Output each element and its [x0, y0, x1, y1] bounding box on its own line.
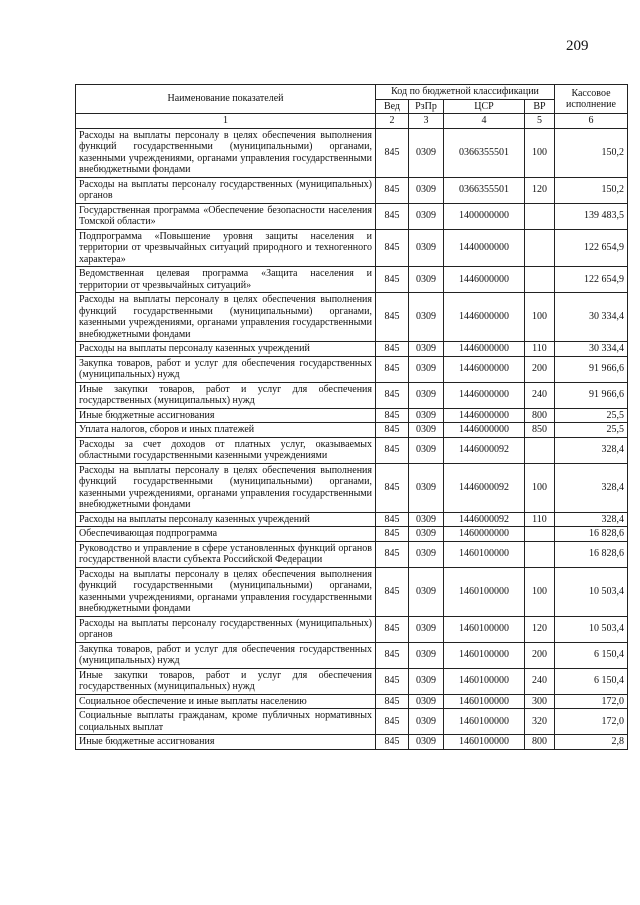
row-name-cell: Расходы за счет доходов от платных услуг, оказываемых областными государственными казенными учреждениями: [76, 437, 376, 463]
table-row: [76, 463, 628, 512]
row-vr-cell: 300: [525, 694, 555, 709]
row-amount-cell: 122 654,9: [555, 229, 628, 267]
row-csr-cell: 1440000000: [444, 229, 525, 267]
row-vr-cell: [525, 541, 555, 567]
row-csr-cell: 1460100000: [444, 567, 525, 616]
table-row: [76, 668, 628, 694]
row-amount-cell: 25,5: [555, 423, 628, 438]
row-name-cell: Иные закупки товаров, работ и услуг для обеспечения государственных (муниципальных) нужд: [76, 382, 376, 408]
row-rzpr-cell: 0309: [409, 229, 444, 267]
table-row: [76, 512, 628, 527]
row-ved-cell: 845: [376, 668, 409, 694]
row-csr-cell: 1446000000: [444, 267, 525, 293]
row-name-cell: Иные закупки товаров, работ и услуг для обеспечения государственных (муниципальных) нужд: [76, 668, 376, 694]
row-csr-cell: 1460100000: [444, 642, 525, 668]
row-amount-cell: 172,0: [555, 694, 628, 709]
row-ved-cell: 845: [376, 229, 409, 267]
row-vr-cell: 240: [525, 668, 555, 694]
row-name-cell: Иные бюджетные ассигнования: [76, 735, 376, 750]
row-name-cell: Закупка товаров, работ и услуг для обеспечения государственных (муниципальных) нужд: [76, 642, 376, 668]
row-csr-cell: 1460100000: [444, 735, 525, 750]
table-row: [76, 437, 628, 463]
header-vr: ВР: [525, 99, 555, 114]
row-name-cell: Подпрограмма «Повышение уровня защиты населения и территории от чрезвычайных ситуаций природного и техногенного характера»: [76, 229, 376, 267]
row-csr-cell: 1446000000: [444, 382, 525, 408]
row-name-cell: Закупка товаров, работ и услуг для обеспечения государственных (муниципальных) нужд: [76, 356, 376, 382]
row-vr-cell: 110: [525, 342, 555, 357]
table-row: [76, 735, 628, 750]
page-number: 209: [566, 38, 589, 54]
column-number: 1: [76, 114, 376, 129]
row-vr-cell: 110: [525, 512, 555, 527]
row-name-cell: Расходы на выплаты персоналу казенных учреждений: [76, 342, 376, 357]
row-csr-cell: 1446000000: [444, 342, 525, 357]
table-row: [76, 177, 628, 203]
table-row: [76, 342, 628, 357]
row-csr-cell: 1446000092: [444, 437, 525, 463]
row-name-cell: Расходы на выплаты персоналу в целях обеспечения выполнения функций государственными (муниципальными) органами, казенными учреждениями, органами управления государственными внебюджетными фондами: [76, 128, 376, 177]
row-csr-cell: 0366355501: [444, 128, 525, 177]
header-csr: ЦСР: [444, 99, 525, 114]
row-name-cell: Расходы на выплаты персоналу в целях обеспечения выполнения функций государственными (муниципальными) органами, казенными учреждениями, органами управления государственными внебюджетными фондами: [76, 293, 376, 342]
row-csr-cell: 1446000000: [444, 356, 525, 382]
row-vr-cell: 200: [525, 356, 555, 382]
header-rzpr: РзПр: [409, 99, 444, 114]
row-amount-cell: 10 503,4: [555, 567, 628, 616]
row-rzpr-cell: 0309: [409, 203, 444, 229]
row-ved-cell: 845: [376, 203, 409, 229]
row-csr-cell: 0366355501: [444, 177, 525, 203]
row-amount-cell: 328,4: [555, 512, 628, 527]
row-vr-cell: [525, 267, 555, 293]
row-vr-cell: 120: [525, 177, 555, 203]
row-name-cell: Государственная программа «Обеспечение безопасности населения Томской области»: [76, 203, 376, 229]
row-amount-cell: 139 483,5: [555, 203, 628, 229]
row-rzpr-cell: 0309: [409, 735, 444, 750]
row-amount-cell: 6 150,4: [555, 668, 628, 694]
row-name-cell: Обеспечивающая подпрограмма: [76, 527, 376, 542]
row-amount-cell: 2,8: [555, 735, 628, 750]
row-vr-cell: [525, 437, 555, 463]
row-amount-cell: 16 828,6: [555, 541, 628, 567]
row-rzpr-cell: 0309: [409, 342, 444, 357]
row-rzpr-cell: 0309: [409, 128, 444, 177]
row-name-cell: Расходы на выплаты персоналу в целях обеспечения выполнения функций государственными (муниципальными) органами, казенными учреждениями, органами управления государственными внебюджетными фондами: [76, 567, 376, 616]
row-ved-cell: 845: [376, 527, 409, 542]
row-rzpr-cell: 0309: [409, 463, 444, 512]
row-ved-cell: 845: [376, 463, 409, 512]
header-amount: Кассовое исполнение: [555, 85, 628, 114]
table-row: [76, 527, 628, 542]
row-rzpr-cell: 0309: [409, 527, 444, 542]
header-ved: Вед: [376, 99, 409, 114]
row-rzpr-cell: 0309: [409, 408, 444, 423]
column-numbers-row: [76, 114, 628, 129]
row-csr-cell: 1446000000: [444, 408, 525, 423]
row-amount-cell: 122 654,9: [555, 267, 628, 293]
table-header: [76, 85, 628, 129]
row-ved-cell: 845: [376, 437, 409, 463]
row-name-cell: Ведомственная целевая программа «Защита населения и территории от чрезвычайных ситуаций»: [76, 267, 376, 293]
table-row: [76, 203, 628, 229]
row-rzpr-cell: 0309: [409, 668, 444, 694]
row-csr-cell: 1460100000: [444, 709, 525, 735]
row-vr-cell: [525, 527, 555, 542]
table-row: [76, 128, 628, 177]
row-amount-cell: 91 966,6: [555, 356, 628, 382]
row-vr-cell: 100: [525, 463, 555, 512]
table-row: [76, 541, 628, 567]
row-ved-cell: 845: [376, 512, 409, 527]
row-rzpr-cell: 0309: [409, 423, 444, 438]
row-rzpr-cell: 0309: [409, 567, 444, 616]
row-vr-cell: 120: [525, 616, 555, 642]
table-row: [76, 382, 628, 408]
table-row: [76, 267, 628, 293]
row-rzpr-cell: 0309: [409, 267, 444, 293]
row-name-cell: Руководство и управление в сфере установленных функций органов государственной власти субъекта Российской Федерации: [76, 541, 376, 567]
row-csr-cell: 1446000092: [444, 512, 525, 527]
row-ved-cell: 845: [376, 342, 409, 357]
row-name-cell: Социальные выплаты гражданам, кроме публичных нормативных социальных выплат: [76, 709, 376, 735]
row-amount-cell: 328,4: [555, 437, 628, 463]
row-name-cell: Социальное обеспечение и иные выплаты населению: [76, 694, 376, 709]
row-rzpr-cell: 0309: [409, 512, 444, 527]
row-vr-cell: 850: [525, 423, 555, 438]
row-csr-cell: 1460000000: [444, 527, 525, 542]
table-row: [76, 642, 628, 668]
row-amount-cell: 16 828,6: [555, 527, 628, 542]
row-vr-cell: 100: [525, 128, 555, 177]
column-number: 5: [525, 114, 555, 129]
row-amount-cell: 10 503,4: [555, 616, 628, 642]
row-amount-cell: 30 334,4: [555, 342, 628, 357]
row-vr-cell: 100: [525, 293, 555, 342]
row-ved-cell: 845: [376, 694, 409, 709]
row-csr-cell: 1460100000: [444, 668, 525, 694]
budget-table: [75, 84, 628, 750]
row-name-cell: Иные бюджетные ассигнования: [76, 408, 376, 423]
row-csr-cell: 1446000000: [444, 423, 525, 438]
row-rzpr-cell: 0309: [409, 293, 444, 342]
row-csr-cell: 1460100000: [444, 541, 525, 567]
row-rzpr-cell: 0309: [409, 382, 444, 408]
row-rzpr-cell: 0309: [409, 437, 444, 463]
row-ved-cell: 845: [376, 382, 409, 408]
row-vr-cell: 800: [525, 735, 555, 750]
row-ved-cell: 845: [376, 735, 409, 750]
row-ved-cell: 845: [376, 423, 409, 438]
row-amount-cell: 91 966,6: [555, 382, 628, 408]
row-ved-cell: 845: [376, 709, 409, 735]
row-vr-cell: [525, 229, 555, 267]
table-row: [76, 356, 628, 382]
row-rzpr-cell: 0309: [409, 356, 444, 382]
table-row: [76, 694, 628, 709]
row-ved-cell: 845: [376, 408, 409, 423]
row-amount-cell: 172,0: [555, 709, 628, 735]
row-name-cell: Расходы на выплаты персоналу в целях обеспечения выполнения функций государственными (муниципальными) органами, казенными учреждениями, органами управления государственными внебюджетными фондами: [76, 463, 376, 512]
header-code-group: Код по бюджетной классификации: [376, 85, 555, 100]
row-csr-cell: 1460100000: [444, 616, 525, 642]
row-rzpr-cell: 0309: [409, 709, 444, 735]
row-ved-cell: 845: [376, 128, 409, 177]
row-rzpr-cell: 0309: [409, 694, 444, 709]
row-csr-cell: 1446000000: [444, 293, 525, 342]
column-number: 4: [444, 114, 525, 129]
row-vr-cell: 240: [525, 382, 555, 408]
row-amount-cell: 25,5: [555, 408, 628, 423]
row-vr-cell: 200: [525, 642, 555, 668]
column-number: 3: [409, 114, 444, 129]
row-ved-cell: 845: [376, 616, 409, 642]
row-vr-cell: 100: [525, 567, 555, 616]
row-ved-cell: 845: [376, 567, 409, 616]
row-amount-cell: 30 334,4: [555, 293, 628, 342]
row-vr-cell: [525, 203, 555, 229]
row-ved-cell: 845: [376, 541, 409, 567]
row-name-cell: Уплата налогов, сборов и иных платежей: [76, 423, 376, 438]
row-ved-cell: 845: [376, 267, 409, 293]
row-csr-cell: 1460100000: [444, 694, 525, 709]
row-ved-cell: 845: [376, 642, 409, 668]
table-row: [76, 229, 628, 267]
table-body: [76, 128, 628, 749]
row-name-cell: Расходы на выплаты персоналу государственных (муниципальных) органов: [76, 616, 376, 642]
row-csr-cell: 1400000000: [444, 203, 525, 229]
row-rzpr-cell: 0309: [409, 177, 444, 203]
table-row: [76, 293, 628, 342]
row-vr-cell: 320: [525, 709, 555, 735]
row-name-cell: Расходы на выплаты персоналу государственных (муниципальных) органов: [76, 177, 376, 203]
column-number: 6: [555, 114, 628, 129]
row-rzpr-cell: 0309: [409, 642, 444, 668]
row-rzpr-cell: 0309: [409, 541, 444, 567]
row-ved-cell: 845: [376, 356, 409, 382]
table-row: [76, 709, 628, 735]
header-name: Наименование показателей: [76, 85, 376, 114]
row-amount-cell: 6 150,4: [555, 642, 628, 668]
row-ved-cell: 845: [376, 293, 409, 342]
row-rzpr-cell: 0309: [409, 616, 444, 642]
row-amount-cell: 328,4: [555, 463, 628, 512]
table-row: [76, 423, 628, 438]
row-amount-cell: 150,2: [555, 177, 628, 203]
table-row: [76, 567, 628, 616]
row-amount-cell: 150,2: [555, 128, 628, 177]
row-ved-cell: 845: [376, 177, 409, 203]
column-number: 2: [376, 114, 409, 129]
table-row: [76, 616, 628, 642]
row-vr-cell: 800: [525, 408, 555, 423]
row-name-cell: Расходы на выплаты персоналу казенных учреждений: [76, 512, 376, 527]
table-row: [76, 408, 628, 423]
row-csr-cell: 1446000092: [444, 463, 525, 512]
